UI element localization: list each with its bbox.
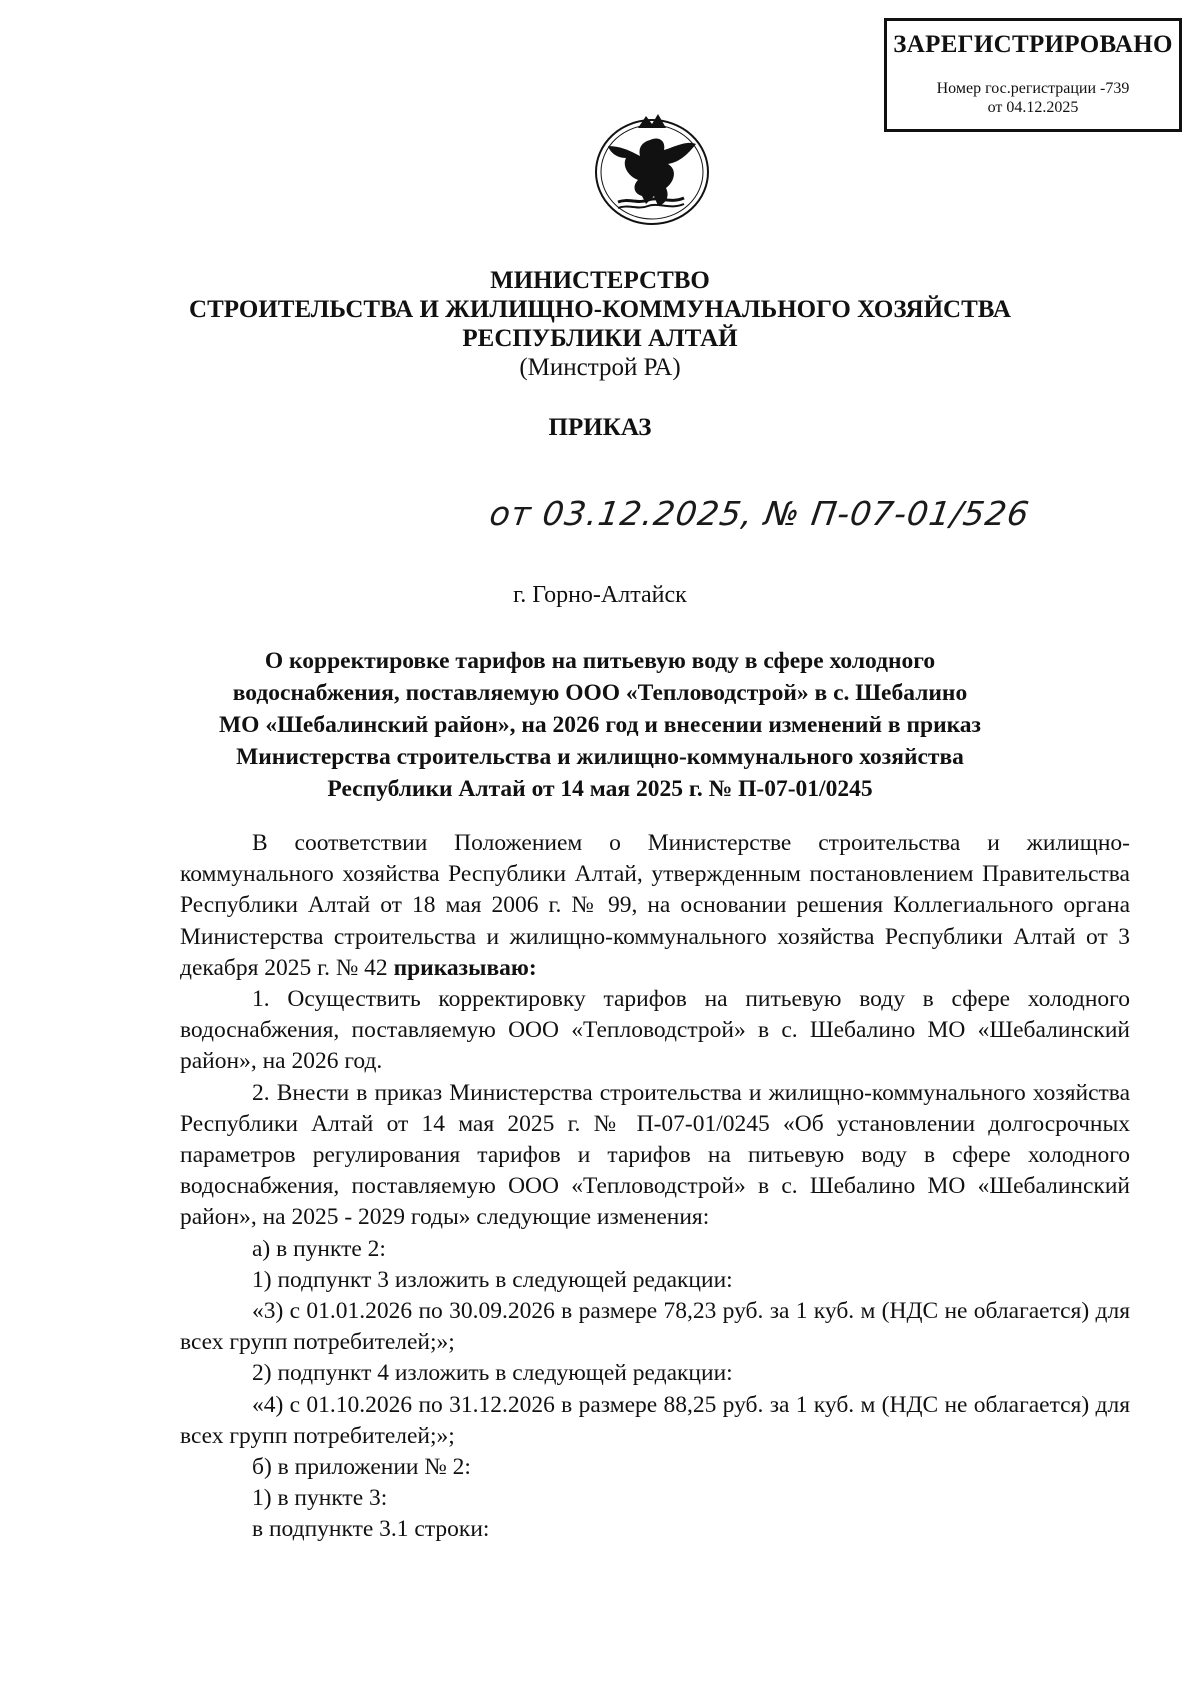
subject-line: Министерства строительства и жилищно-коммунального хозяйства [236, 744, 964, 770]
item-1: 1. Осуществить корректировку тарифов на питьевую воду в сфере холодного водоснабжения, поставляемую ООО «Тепловодстрой» в с. Шебалино МО «Шебалинский район», на 2026 год. [180, 986, 1130, 1075]
subject-line: МО «Шебалинский район», на 2026 год и внесении изменений в приказ [219, 712, 981, 738]
subject-line: О корректировке тарифов на питьевую воду в сфере холодного [264, 648, 936, 674]
order-body [180, 828, 1130, 1546]
registration-date: от 04.12.2025 [987, 99, 1079, 116]
ministry-short-name: (Минстрой РА) [519, 354, 681, 381]
sub-item-a-2: 2) подпункт 4 изложить в следующей редакции: [252, 1360, 733, 1387]
city: г. Горно-Алтайск [513, 582, 687, 608]
order-verb: приказываю: [393, 954, 537, 981]
registration-stamp-title: ЗАРЕГИСТРИРОВАНО [893, 31, 1173, 58]
order-subject [180, 645, 1020, 805]
subject-line: водоснабжения, поставляемую ООО «Тепловодстрой» в с. Шебалино [232, 680, 968, 706]
preamble-text: В соответствии Положением о Министерстве строительства и жилищно-коммунального хозяйства Республики Алтай, утвержденным постановлением Правительства Республики Алтай от 18 мая 2006 г. № 99, на основании решения Коллегиального органа Министерства строительства и жилищно-коммунального хозяйства Республики Алтай от 3 декабря 2025 г. № 42 [180, 830, 1130, 981]
ministry-name [0, 266, 1200, 353]
quote-subpoint-3: «3) с 01.01.2026 по 30.09.2026 в размере 78,23 руб. за 1 куб. м (НДС не облагается) для всех групп потребителей;»; [180, 1298, 1130, 1356]
coat-of-arms-altai-icon [588, 110, 716, 228]
sub-item-b: б) в приложении № 2: [252, 1454, 471, 1481]
sub-item-b-1-text: в подпункте 3.1 строки: [252, 1516, 490, 1543]
quote-subpoint-4: «4) с 01.10.2026 по 31.12.2026 в размере 88,25 руб. за 1 куб. м (НДС не облагается) для всех групп потребителей;»; [180, 1391, 1130, 1449]
sub-item-a: а) в пункте 2: [252, 1235, 386, 1262]
sub-item-b-1: 1) в пункте 3: [252, 1485, 388, 1512]
handwritten-date-number: от 03.12.2025, № П-07-01/526 [487, 494, 1033, 533]
document-type: ПРИКАЗ [548, 414, 652, 441]
ministry-line-1: МИНИСТЕРСТВО [490, 267, 710, 294]
ministry-line-2: СТРОИТЕЛЬСТВА И ЖИЛИЩНО-КОММУНАЛЬНОГО ХОЗЯЙСТВА [189, 296, 1011, 323]
ministry-line-3: РЕСПУБЛИКИ АЛТАЙ [462, 325, 738, 352]
sub-item-a-1: 1) подпункт 3 изложить в следующей редакции: [252, 1266, 733, 1293]
item-2: 2. Внести в приказ Министерства строительства и жилищно-коммунального хозяйства Республики Алтай от 14 мая 2025 г. № П-07-01/0245 «Об установлении долгосрочных параметров регулирования тарифов и тарифов на питьевую воду в сфере холодного водоснабжения, поставляемую ООО «Тепловодстрой» в с. Шебалино МО «Шебалинский район», на 2025 - 2029 годы» следующие изменения: [180, 1079, 1130, 1231]
subject-line: Республики Алтай от 14 мая 2025 г. № П-07-01/0245 [327, 776, 873, 802]
preamble-paragraph [180, 828, 1130, 984]
registration-number: Номер гос.регистрации -739 [936, 80, 1130, 97]
registration-stamp [884, 18, 1182, 132]
